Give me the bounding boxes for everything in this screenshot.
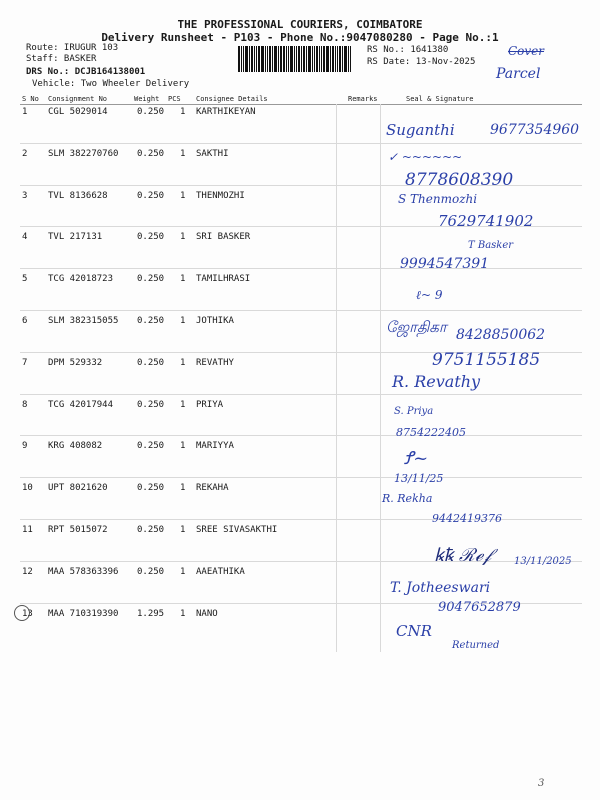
signature-13-returned: Returned [452,640,500,651]
rs-date: RS Date: 13-Nov-2025 [367,57,476,67]
cell-consignment: MAA 578363396 [48,566,119,577]
signature-4-phone: 7629741902 [438,212,534,230]
cell-weight: 0.250 [137,316,165,326]
barcode [238,46,363,72]
cell-weight: 0.250 [137,107,165,117]
row-divider [20,435,582,436]
header-divider [20,104,582,105]
cell-weight: 1.295 [137,608,165,619]
cell-consignee: NANO [196,608,218,619]
cell-sno: 8 [22,399,28,410]
signature-11-name: R. Rekha [382,492,433,505]
cell-pcs: 1 [180,316,186,326]
cell-consignee: PRIYA [196,399,224,410]
cell-consignee: SRI BASKER [196,232,251,243]
cell-sno: 12 [22,566,33,577]
parcel-handwriting: Parcel [496,66,541,82]
signature-13-name: T. Jotheeswari [390,580,491,596]
cell-consignee: MARIYYA [196,441,234,452]
signature-1-phone: 9677354960 [490,122,580,138]
cell-weight: 0.250 [137,274,165,285]
signature-6-scribble: ஜோதிகா [386,318,447,336]
signature-10-mark: Ꝭ~ [404,448,429,469]
signature-12-scribble: ꝃꝅ ℛℯ𝒻 [434,545,491,566]
cell-pcs: 1 [180,441,186,452]
col-seal: Seal & Signature [406,95,474,103]
col-consignee: Consignee Details [196,95,268,103]
route-label: Route: IRUGUR 103 [26,43,119,53]
row-divider [20,394,582,395]
cell-consignee: KARTHIKEYAN [196,107,256,117]
cell-sno: 6 [22,316,28,326]
cell-pcs: 1 [180,566,186,577]
seal-divider [380,104,381,652]
cell-consignment: UPT 8021620 [48,483,108,494]
struck-handwriting: Cover [508,44,545,58]
cell-consignment: DPM 529332 [48,357,103,368]
cell-consignment: MAA 710319390 [48,608,119,619]
cell-weight: 0.250 [137,441,165,452]
cell-consignment: SLM 382270760 [48,148,119,159]
signature-9-phone: 8754222405 [396,426,466,439]
cell-consignment: CGL 5029014 [48,107,108,117]
footer-mark: 3 [538,778,545,789]
cell-consignee: AAEATHIKA [196,566,245,577]
drs-number: DRS No.: DCJB164138001 [26,67,146,77]
cell-consignment: SLM 382315055 [48,316,119,326]
cell-sno: 4 [22,232,28,243]
row-13-circle-mark [14,605,30,621]
cell-consignee: THENMOZHI [196,190,245,201]
cell-pcs: 1 [180,399,186,410]
cell-sno: 9 [22,441,28,452]
row-divider [20,268,582,269]
cell-sno: 11 [22,525,33,535]
cell-sno: 10 [22,483,33,494]
signature-7-phone: 8428850062 [456,327,546,343]
runsheet-title: Delivery Runsheet - P103 - Phone No.:9047080280 - Page No.:1 [101,31,499,44]
rs-number: RS No.: 1641380 [367,45,449,55]
row-divider [20,310,582,311]
signature-3-name: S Thenmozhi [398,192,478,206]
cell-pcs: 1 [180,525,186,535]
cell-consignment: RPT 5015072 [48,525,108,535]
vehicle-label: Vehicle: Two Wheeler Delivery [32,79,190,89]
col-consignment: Consignment No [48,95,108,103]
signature-11-phone: 9442419376 [432,512,502,525]
signature-13-phone: 9047652879 [438,600,521,615]
cell-consignment: TVL 217131 [48,232,103,243]
cell-weight: 0.250 [137,399,165,410]
cell-pcs: 1 [180,274,186,285]
col-weight: Weight [134,95,160,103]
signature-6-phone: 9751155185 [432,350,541,370]
signature-2-mark: ✓ ~~~~~~ [388,150,463,164]
row-divider [20,561,582,562]
signature-13-cnr: CNR [396,622,432,640]
signature-9-name: S. Priya [394,406,434,417]
staff-label: Staff: BASKER [26,54,97,64]
cell-consignee: JOTHIKA [196,316,234,326]
cell-consignee: SREE SIVASAKTHI [196,525,278,535]
cell-consignment: KRG 408082 [48,441,103,452]
cell-sno: 5 [22,274,28,285]
cell-sno: 1 [22,107,28,117]
cell-consignee: REKAHA [196,483,229,494]
cell-sno: 3 [22,190,28,201]
signature-2-phone: 8778608390 [405,170,514,190]
company-title: THE PROFESSIONAL COURIERS, COIMBATORE [177,18,423,31]
cell-sno: 7 [22,357,28,368]
cell-weight: 0.250 [137,148,165,159]
cell-pcs: 1 [180,232,186,243]
cell-weight: 0.250 [137,232,165,243]
cell-consignment: TVL 8136628 [48,190,108,201]
cell-weight: 0.250 [137,566,165,577]
remarks-divider [336,104,337,652]
cell-weight: 0.250 [137,525,165,535]
col-pcs: PCS [168,95,181,103]
signature-10-date: 13/11/25 [394,472,444,485]
col-sno: S No [22,95,39,103]
cell-consignment: TCG 42017944 [48,399,114,410]
row-divider [20,143,582,144]
cell-pcs: 1 [180,107,186,117]
col-remarks: Remarks [348,95,378,103]
signature-12-date: 13/11/2025 [514,556,572,567]
signature-5-phone: 9994547391 [400,256,490,272]
cell-consignee: TAMILHRASI [196,274,251,285]
cell-weight: 0.250 [137,483,165,494]
cell-consignment: TCG 42018723 [48,274,114,285]
signature-1-name: Suganthi [386,121,455,139]
cell-sno: 13 [22,608,33,619]
cell-consignee: REVATHY [196,357,234,368]
cell-consignee: SAKTHI [196,148,229,159]
cell-pcs: 1 [180,190,186,201]
cell-pcs: 1 [180,357,186,368]
cell-sno: 2 [22,148,28,159]
row-divider [20,477,582,478]
cell-pcs: 1 [180,483,186,494]
cell-pcs: 1 [180,148,186,159]
cell-pcs: 1 [180,608,186,619]
cell-weight: 0.250 [137,357,165,368]
signature-8-name: R. Revathy [392,372,481,391]
signature-6-mark: ℓ~ 9 [416,288,443,302]
signature-5-name: T Basker [468,240,514,251]
cell-weight: 0.250 [137,190,165,201]
